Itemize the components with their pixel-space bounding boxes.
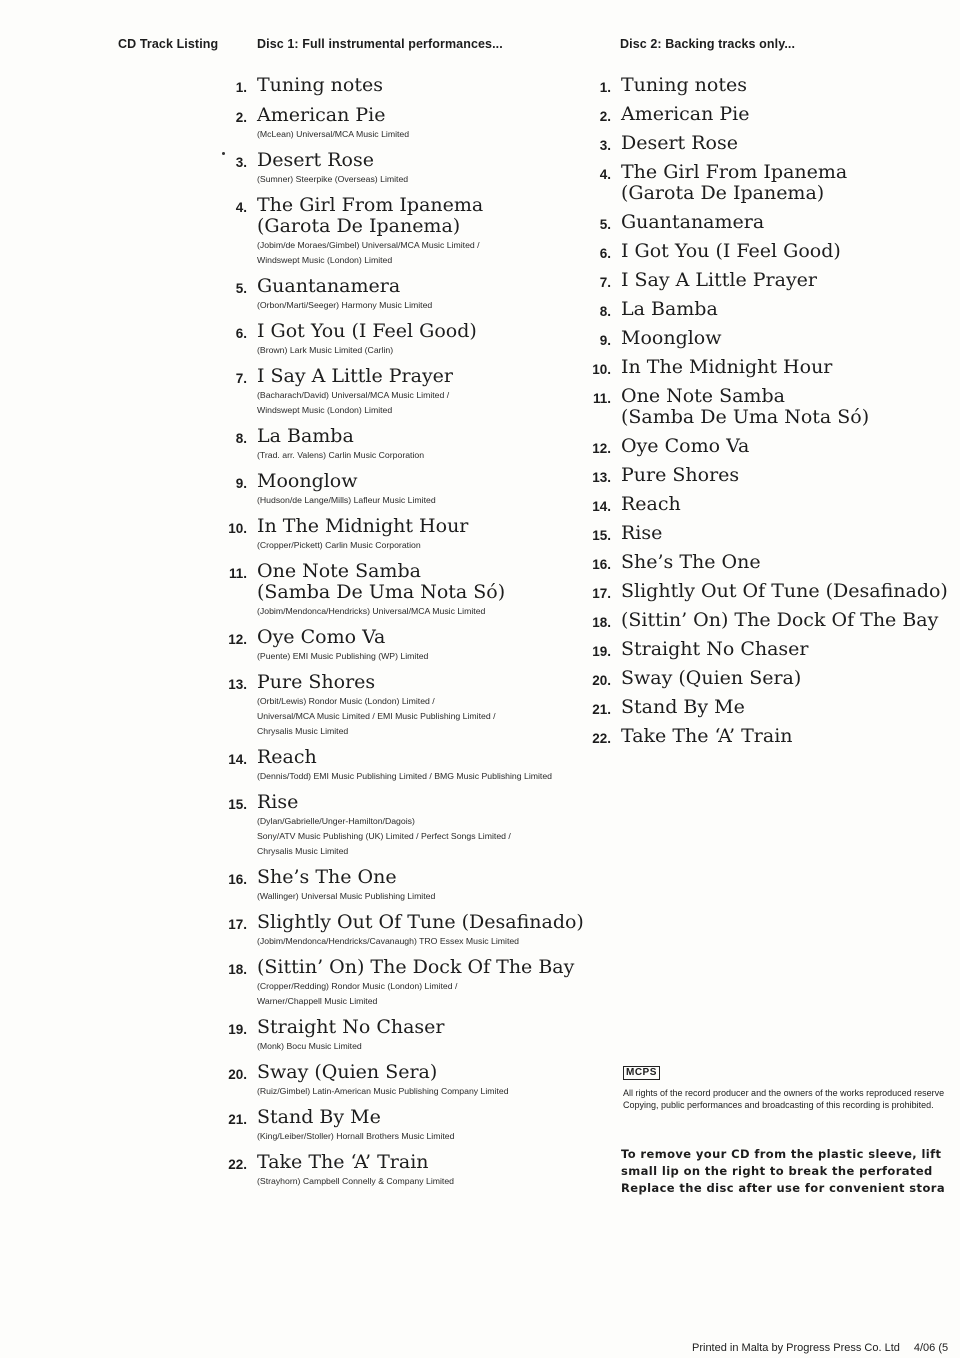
print-code: 4/06 (5 <box>913 1342 949 1354</box>
track-title: The Girl From Ipanema <box>257 194 484 216</box>
track-number: 6. <box>599 246 611 261</box>
track-number: 1. <box>235 80 247 95</box>
track-item <box>592 522 956 552</box>
track-title: I Got You (I Feel Good) <box>621 240 841 262</box>
track-credit: (Bacharach/David) Universal/MCA Music Limited / <box>257 390 450 400</box>
track-item <box>592 551 956 581</box>
track-number: 18. <box>592 615 611 630</box>
track-number: 5. <box>599 217 611 232</box>
track-title: I Say A Little Prayer <box>257 365 454 387</box>
track-title: American Pie <box>257 104 386 126</box>
track-item <box>228 1061 602 1107</box>
track-item <box>599 161 956 212</box>
track-item <box>228 1016 602 1062</box>
track-number: 13. <box>228 677 247 692</box>
cd-track-listing-heading: CD Track Listing <box>118 37 219 51</box>
track-item <box>599 132 956 162</box>
track-title: One Note Samba <box>621 385 785 407</box>
track-credit: (Dennis/Todd) EMI Music Publishing Limited / BMG Music Publishing Limited <box>257 771 553 781</box>
track-credit: (Cropper/Pickett) Carlin Music Corporation <box>257 540 421 550</box>
track-number: 19. <box>592 644 611 659</box>
track-title: In The Midnight Hour <box>257 515 469 537</box>
track-credit: Windswept Music (London) Limited <box>257 405 393 415</box>
track-title: Stand By Me <box>257 1106 381 1128</box>
track-item <box>228 911 602 957</box>
track-title: She’s The One <box>257 866 397 888</box>
track-credit: (Orbon/Marti/Seeger) Harmony Music Limited <box>257 300 433 310</box>
track-number: 7. <box>599 275 611 290</box>
track-title: Guantanamera <box>621 211 765 233</box>
track-number: 16. <box>228 872 247 887</box>
sleeve-line: small lip on the right to break the perforated <box>621 1164 933 1178</box>
track-credit: (Jobim/de Moraes/Gimbel) Universal/MCA Music Limited / <box>257 240 480 250</box>
track-title: American Pie <box>621 103 750 125</box>
track-number: 12. <box>228 632 247 647</box>
track-credit: (Hudson/de Lange/Mills) Lafleur Music Limited <box>257 495 436 505</box>
track-title: Sway (Quien Sera) <box>257 1061 438 1083</box>
track-number: 3. <box>235 155 247 170</box>
track-credit: (Brown) Lark Music Limited (Carlin) <box>257 345 394 355</box>
track-credit: Windswept Music (London) Limited <box>257 255 393 265</box>
track-title: (Sittin’ On) The Dock Of The Bay <box>257 956 575 978</box>
track-title: One Note Samba <box>257 560 421 582</box>
track-item <box>599 74 956 104</box>
track-title: Oye Como Va <box>621 435 750 457</box>
track-credit: (Monk) Bocu Music Limited <box>257 1041 362 1051</box>
track-number: 10. <box>592 362 611 377</box>
track-number: 13. <box>592 470 611 485</box>
print-footer <box>692 1342 948 1354</box>
track-item <box>592 667 956 697</box>
track-item <box>599 240 956 270</box>
track-number: 17. <box>592 586 611 601</box>
track-item <box>592 356 956 386</box>
track-title: Straight No Chaser <box>621 638 809 660</box>
track-number: 18. <box>228 962 247 977</box>
track-title: Desert Rose <box>257 149 374 171</box>
track-title: La Bamba <box>257 425 354 447</box>
track-number: 6. <box>235 326 247 341</box>
track-title: Stand By Me <box>621 696 745 718</box>
track-number: 15. <box>592 528 611 543</box>
track-credit: (Sumner) Steerpike (Overseas) Limited <box>257 174 409 184</box>
track-title: Take The ‘A’ Train <box>257 1151 429 1173</box>
track-item <box>235 425 602 471</box>
rights-line: All rights of the record producer and the owners of the works reproduced reserve <box>623 1088 945 1098</box>
track-item <box>228 626 602 672</box>
disc2-track-list <box>592 74 956 755</box>
disc2-heading: Disc 2: Backing tracks only... <box>620 37 796 51</box>
track-item <box>592 464 956 494</box>
track-title: Desert Rose <box>621 132 738 154</box>
track-item <box>599 269 956 299</box>
track-credit: (Jobim/Mendonca/Hendricks) Universal/MCA Music Limited <box>257 606 486 616</box>
track-item <box>592 638 956 668</box>
disc1-track-list <box>228 74 602 1197</box>
track-title: (Sittin’ On) The Dock Of The Bay <box>621 609 939 631</box>
track-title: Slightly Out Of Tune (Desafinado) <box>257 911 584 933</box>
track-number: 16. <box>592 557 611 572</box>
track-number: 7. <box>235 371 247 386</box>
track-credit: (Cropper/Redding) Rondor Music (London) Limited / <box>257 981 458 991</box>
track-number: 12. <box>592 441 611 456</box>
track-item <box>235 365 602 426</box>
track-credit: Warner/Chappell Music Limited <box>257 996 378 1006</box>
track-number: 15. <box>228 797 247 812</box>
track-item <box>599 103 956 133</box>
track-item <box>599 327 956 357</box>
track-item <box>235 104 602 150</box>
track-number: 9. <box>599 333 611 348</box>
track-item <box>235 320 602 366</box>
track-credit: (Dylan/Gabrielle/Unger-Hamilton/Dagois) <box>257 816 415 826</box>
track-item <box>235 194 602 276</box>
track-number: 20. <box>592 673 611 688</box>
track-title: In The Midnight Hour <box>621 356 833 378</box>
track-credit: (Trad. arr. Valens) Carlin Music Corporation <box>257 450 425 460</box>
track-credit: Chrysalis Music Limited <box>257 846 349 856</box>
track-credit: (Puente) EMI Music Publishing (WP) Limited <box>257 651 429 661</box>
track-title: I Got You (I Feel Good) <box>257 320 477 342</box>
track-item <box>235 275 602 321</box>
track-item <box>228 866 602 912</box>
track-number: 9. <box>235 476 247 491</box>
track-title-alt: (Garota De Ipanema) <box>257 215 461 237</box>
track-number: 2. <box>599 109 611 124</box>
track-title: She’s The One <box>621 551 761 573</box>
track-number: 4. <box>235 200 247 215</box>
track-credit: (McLean) Universal/MCA Music Limited <box>257 129 410 139</box>
track-number: 21. <box>228 1112 247 1127</box>
track-item <box>599 211 956 241</box>
track-item <box>228 671 602 747</box>
track-number: 8. <box>235 431 247 446</box>
track-number: 22. <box>228 1157 247 1172</box>
track-title: Take The ‘A’ Train <box>621 725 793 747</box>
track-number: 5. <box>235 281 247 296</box>
track-title: Pure Shores <box>257 671 376 693</box>
track-item <box>235 74 602 105</box>
track-title: Pure Shores <box>621 464 740 486</box>
track-title-alt: (Samba De Uma Nota Só) <box>621 406 870 428</box>
track-item <box>228 1106 602 1152</box>
track-title: Rise <box>257 791 299 813</box>
track-number: 4. <box>599 167 611 182</box>
rights-line: Copying, public performances and broadcasting of this recording is prohibited. <box>623 1100 934 1110</box>
track-number: 11. <box>228 566 247 581</box>
track-title: I Say A Little Prayer <box>621 269 818 291</box>
track-item <box>235 149 602 195</box>
track-credit: Chrysalis Music Limited <box>257 726 349 736</box>
track-number: 17. <box>228 917 247 932</box>
track-number: 14. <box>592 499 611 514</box>
track-credit: Universal/MCA Music Limited / EMI Music Publishing Limited / <box>257 711 496 721</box>
track-credit: (Ruiz/Gimbel) Latin-American Music Publishing Company Limited <box>257 1086 509 1096</box>
track-number: 19. <box>228 1022 247 1037</box>
track-title: Reach <box>257 746 317 768</box>
track-number: 3. <box>599 138 611 153</box>
track-title: Guantanamera <box>257 275 401 297</box>
track-number: 1. <box>599 80 611 95</box>
disc1-heading: Disc 1: Full instrumental performances... <box>257 37 503 51</box>
track-number: 2. <box>235 110 247 125</box>
track-number: 8. <box>599 304 611 319</box>
track-item <box>592 435 956 465</box>
track-title-alt: (Garota De Ipanema) <box>621 182 825 204</box>
track-title: Rise <box>621 522 663 544</box>
track-credit: (Orbit/Lewis) Rondor Music (London) Limited / <box>257 696 435 706</box>
track-number: 20. <box>228 1067 247 1082</box>
track-title: Straight No Chaser <box>257 1016 445 1038</box>
printer-credit: Printed in Malta by Progress Press Co. Ltd <box>692 1342 900 1354</box>
track-number: 14. <box>228 752 247 767</box>
track-item <box>228 560 602 627</box>
track-item <box>228 956 602 1017</box>
track-item <box>599 298 956 328</box>
track-item <box>592 696 956 726</box>
track-item <box>592 725 956 755</box>
track-item <box>592 609 956 639</box>
track-title: Tuning notes <box>257 74 383 96</box>
track-number: 21. <box>592 702 611 717</box>
track-title: La Bamba <box>621 298 718 320</box>
track-credit: (Wallinger) Universal Music Publishing Limited <box>257 891 436 901</box>
mcps-logo: MCPS <box>623 1066 660 1080</box>
sleeve-instructions <box>621 1146 945 1197</box>
track-item <box>592 385 956 436</box>
track-number: 10. <box>228 521 247 536</box>
track-item <box>592 493 956 523</box>
track-credit: (Jobim/Mendonca/Hendricks/Cavanaugh) TRO Essex Music Limited <box>257 936 520 946</box>
sleeve-line: Replace the disc after use for convenient stora <box>621 1181 945 1195</box>
track-title-alt: (Samba De Uma Nota Só) <box>257 581 506 603</box>
sleeve-line: To remove your CD from the plastic sleeve, lift <box>621 1147 942 1161</box>
track-credit: (Strayhorn) Campbell Connelly & Company Limited <box>257 1176 455 1186</box>
track-item <box>228 746 602 792</box>
track-number: 22. <box>592 731 611 746</box>
track-title: Moonglow <box>257 470 358 492</box>
track-credit: Sony/ATV Music Publishing (UK) Limited / Perfect Songs Limited / <box>257 831 511 841</box>
track-title: The Girl From Ipanema <box>621 161 848 183</box>
track-title: Sway (Quien Sera) <box>621 667 802 689</box>
track-title: Slightly Out Of Tune (Desafinado) <box>621 580 948 602</box>
rights-notice <box>623 1087 944 1111</box>
track-item <box>228 1151 602 1197</box>
track-item <box>228 791 602 867</box>
track-item <box>592 580 956 610</box>
track-credit: (King/Leiber/Stoller) Hornall Brothers Music Limited <box>257 1131 455 1141</box>
track-item <box>228 515 602 561</box>
track-title: Oye Como Va <box>257 626 386 648</box>
track-title: Tuning notes <box>621 74 747 96</box>
track-title: Reach <box>621 493 681 515</box>
track-title: Moonglow <box>621 327 722 349</box>
track-number: 11. <box>592 391 611 406</box>
